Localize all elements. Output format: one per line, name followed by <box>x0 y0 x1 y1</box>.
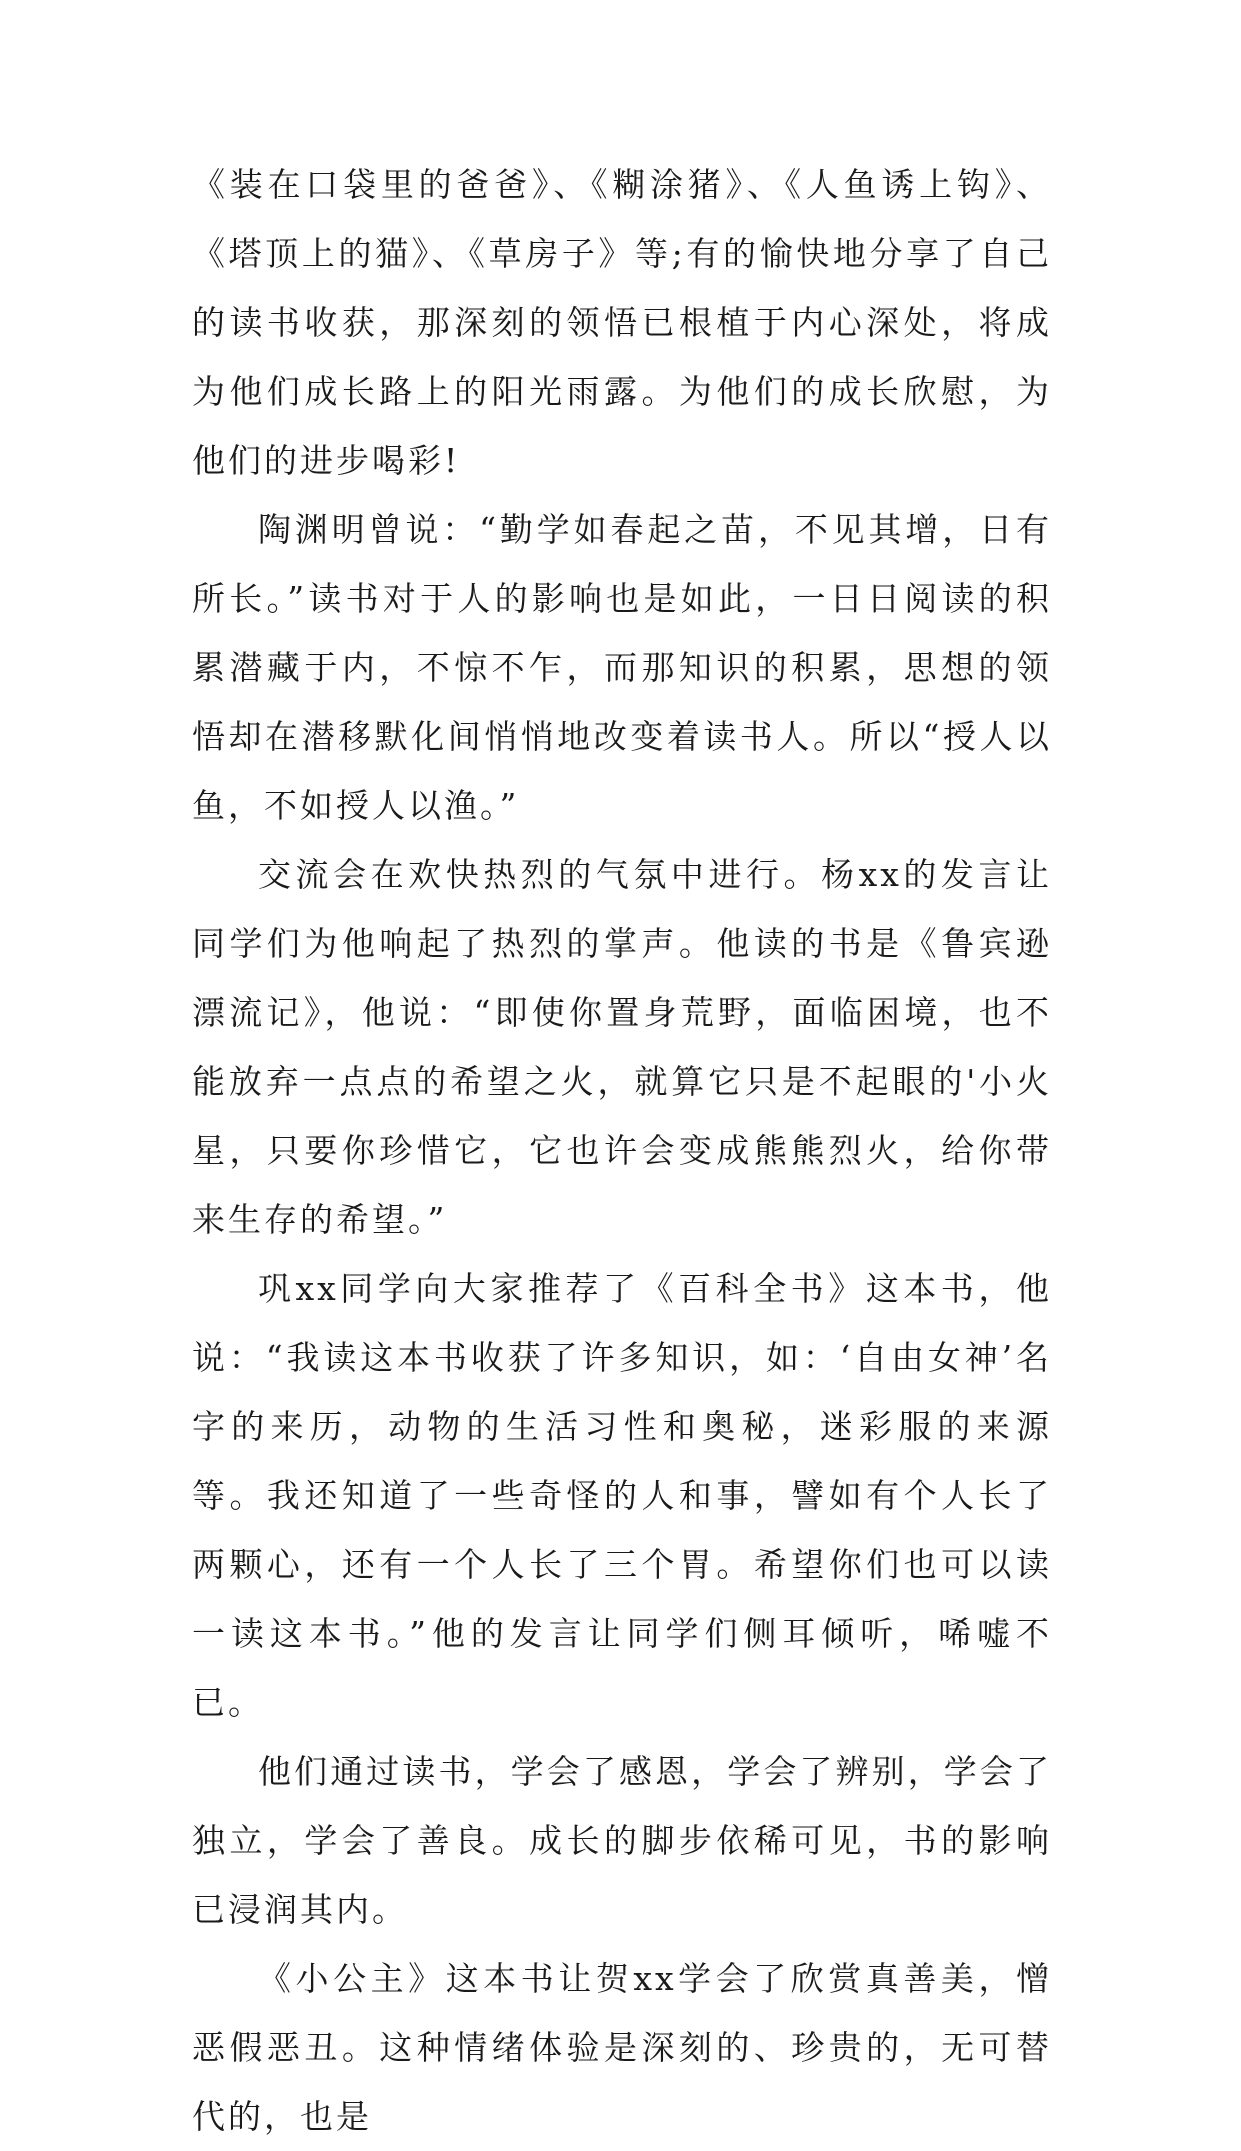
paragraph: 《装在口袋里的爸爸》、《糊涂猪》、《人鱼诱上钩》、《塔顶上的猫》、《草房子》等;有的愉快地分享了自己的读书收获，那深刻的领悟已根植于内心深处，将成为他们成长路上的阳光雨露。为他们的成长欣慰，为他们的进步喝彩! <box>192 165 1052 480</box>
paragraph: 陶渊明曾说：“勤学如春起之苗，不见其增，日有所长。”读书对于人的影响也是如此，一日日阅读的积累潜藏于内，不惊不乍，而那知识的积累，思想的领悟却在潜移默化间悄悄地改变着读书人。所以“授人以鱼，不如授人以渔。” <box>192 510 1052 825</box>
body-text <box>192 150 1052 2151</box>
paragraph: 他们通过读书，学会了感恩，学会了辨别，学会了独立，学会了善良。成长的脚步依稀可见，书的影响已浸润其内。 <box>192 1752 1052 1929</box>
paragraph: 《小公主》这本书让贺xx学会了欣赏真善美，憎恶假恶丑。这种情绪体验是深刻的、珍贵的，无可替代的，也是 <box>192 1959 1052 2136</box>
paragraph: 交流会在欢快热烈的气氛中进行。杨xx的发言让同学们为他响起了热烈的掌声。他读的书是《鲁宾逊漂流记》，他说：“即使你置身荒野，面临困境，也不能放弃一点点的希望之火，就算它只是不起眼的'小火星，只要你珍惜它，它也许会变成熊熊烈火，给你带来生存的希望。” <box>192 855 1052 1239</box>
paragraph: 巩xx同学向大家推荐了《百科全书》这本书，他说：“我读这本书收获了许多知识，如：‘自由女神’名字的来历，动物的生活习性和奥秘，迷彩服的来源等。我还知道了一些奇怪的人和事，譬如有个人长了两颗心，还有一个人长了三个胃。希望你们也可以读一读这本书。”他的发言让同学们侧耳倾听，唏嘘不已。 <box>192 1269 1052 1722</box>
